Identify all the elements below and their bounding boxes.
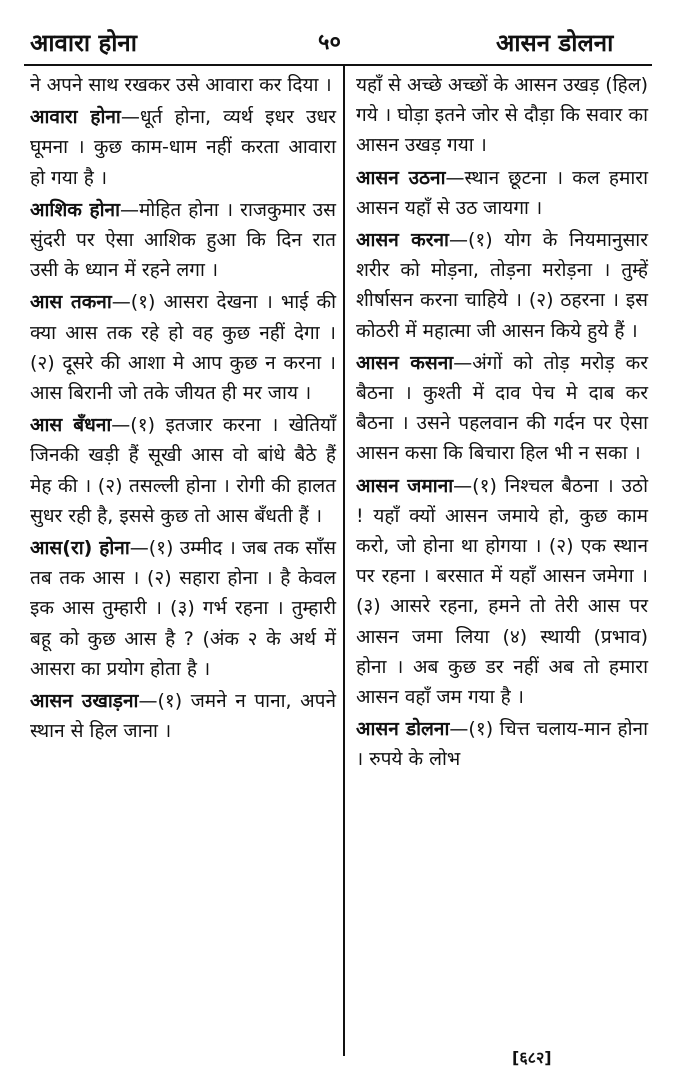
entry-term: आस बँधना (30, 414, 112, 437)
dictionary-entry (30, 102, 336, 193)
entry-body: —मोहित होना । राजकुमार उस सुंदरी पर ऐसा आशिक हुआ कि दिन रात उसी के ध्यान में रहने लगा । (30, 198, 336, 282)
signature-mark: [६८२] (512, 1048, 552, 1067)
entry-term: आसन कसना (356, 351, 454, 374)
page-number: ५० (318, 30, 341, 55)
entry-term: आसन करना (356, 229, 449, 252)
entry-body: —धूर्त होना, व्यर्थ इधर उधर घूमना । कुछ काम-धाम नहीं करता आवारा हो गया है । (30, 106, 336, 189)
page-header (0, 0, 696, 64)
entry-term: आस(रा) होना (30, 537, 130, 560)
header-rule (24, 64, 652, 66)
dictionary-entry (356, 225, 648, 346)
dictionary-entry (30, 195, 336, 286)
entry-body: —अंगों को तोड़ मरोड़ कर बैठना । कुश्ती में दाव पेच मे दाब कर बैठना । उसने पहलवान की गर्दन पर ऐसा आसन कसा कि बिचारा हिल भी न सका । (356, 351, 648, 465)
entry-term: आस तकना (30, 291, 112, 314)
entry-term: आसन उठना (356, 166, 446, 189)
dictionary-entry (356, 348, 648, 469)
dictionary-entry (30, 287, 336, 408)
entry-term: आसन उखाड़ना (30, 690, 139, 713)
entry-body: —(१) इतजार करना । खेतियाँ जिनकी खड़ी हैं सूखी आस वो बांधे बैठे हैं मेह की । (२) तसल्ली होना । रोगी की हालत सुधर रही है, इससे कुछ तो आस बँधती हैं । (30, 414, 336, 527)
entry-term: आशिक होना (30, 198, 121, 221)
dictionary-entry (356, 714, 648, 774)
dictionary-entry (356, 70, 648, 161)
entry-body: —स्थान छूटना । कल हमारा आसन यहाँ से उठ जायगा । (356, 166, 648, 219)
dictionary-entry (356, 163, 648, 223)
dictionary-entry (356, 471, 648, 713)
dictionary-entry (30, 70, 336, 100)
entry-term: आवारा होना (30, 106, 121, 129)
right-column (356, 70, 648, 777)
entry-term: आसन जमाना (356, 474, 454, 497)
left-column (30, 70, 336, 748)
entry-body: —(१) निश्चल बैठना । उठो ! यहाँ क्यों आसन जमाये हो, कुछ काम करो, जो होना था होगया । (२) एक स्थान पर रहना । बरसात में यहाँ आसन जमेगा । (३) आसरे रहना, हमने तो तेरी आस पर आसन जमा लिया (४) स्थायी (प्रभाव) होना । अब कुछ डर नहीं अब तो हमारा आसन वहाँ जम गया है । (356, 474, 649, 709)
entry-body: —(१) योग के नियमानुसार शरीर को मोड़ना, तोड़ना मरोड़ना । तुम्हें शीर्षासन करना चाहिये । (२) ठहरना । इस कोठरी में महात्मा जी आसन किये हुये हैं । (356, 229, 648, 342)
entry-body: —(१) आसरा देखना । भाई की क्या आस तक रहे हो वह कुछ नहीं देगा । (२) दूसरे की आशा मे आप कुछ न करना । आस बिरानी जो तके जीयत ही मर जाय । (30, 291, 337, 405)
entry-body: ने अपने साथ रखकर उसे आवारा कर दिया । (30, 74, 332, 96)
entry-body: —(१) चित्त चलाय-मान होना । रुपये के लोभ (356, 718, 648, 771)
entry-body: यहाँ से अच्छे अच्छों के आसन उखड़ (हिल) गये । घोड़ा इतने जोर से दौड़ा कि सवार का आसन उखड़ गया । (356, 74, 648, 157)
entry-body: —(१) उम्मीद । जब तक साँस तब तक आस । (२) सहारा होना । है केवल इक आस तुम्हारी । (३) गर्भ रहना । तुम्हारी बहू को कुछ आस है ? (अंक २ के अर्थ में आसरा का प्रयोग होता है । (30, 537, 336, 680)
header-left-guideword: आवारा होना (30, 29, 137, 57)
dictionary-entry (30, 410, 336, 531)
column-divider (343, 66, 345, 1056)
entry-term: आसन डोलना (356, 718, 450, 741)
dictionary-entry (30, 686, 336, 746)
header-right-guideword: आसन डोलना (496, 29, 614, 57)
dictionary-entry (30, 533, 336, 684)
entry-body: —(१) जमने न पाना, अपने स्थान से हिल जाना । (30, 690, 336, 743)
